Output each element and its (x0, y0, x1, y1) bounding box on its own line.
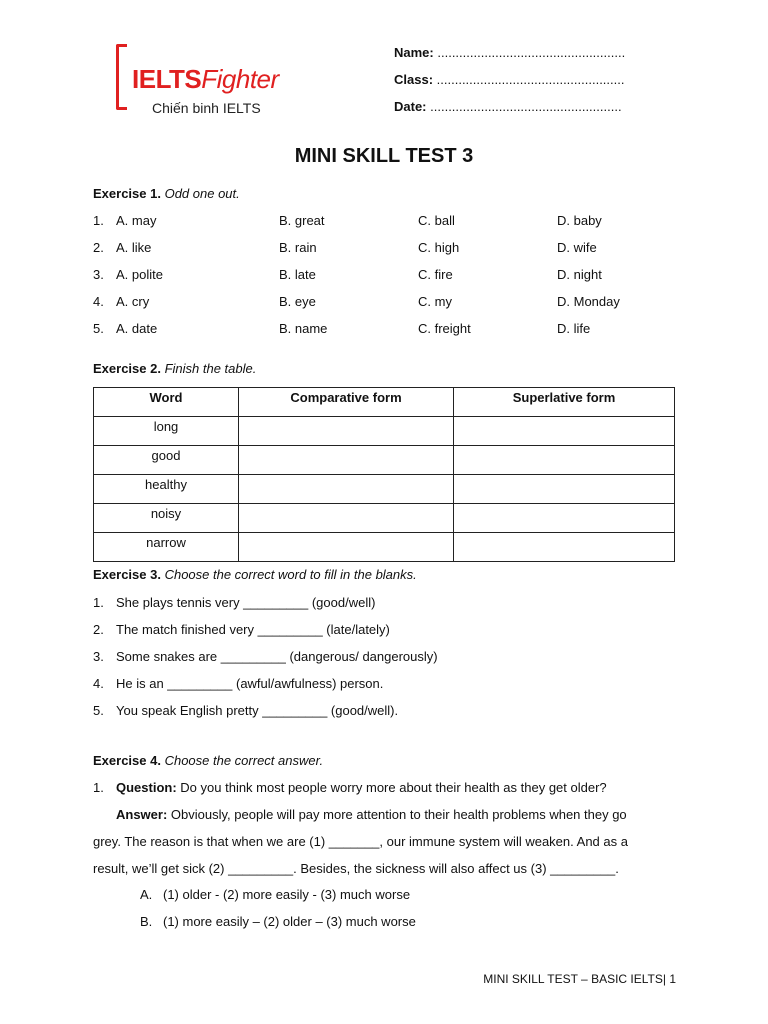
exercise-3-instruction: Choose the correct word to fill in the blanks. (164, 567, 417, 582)
exercise-1-heading (93, 186, 240, 201)
comparative-answer-cell[interactable] (239, 533, 454, 562)
table-row (94, 475, 675, 504)
question-number: 1. (93, 780, 104, 795)
ex1-item-number: 1. (93, 213, 104, 228)
class-label: Class: (394, 72, 434, 87)
ex3-item-text: Some snakes are _________ (dangerous/ dangerously) (116, 649, 438, 664)
question-label: Question: (116, 780, 177, 795)
comparative-answer-cell[interactable] (239, 475, 454, 504)
ex1-option-a: A. cry (116, 294, 150, 309)
ex3-item-number: 3. (93, 649, 104, 664)
ex3-item-number: 1. (93, 595, 104, 610)
page-title: MINI SKILL TEST 3 (294, 145, 474, 167)
comparative-answer-cell[interactable] (239, 417, 454, 446)
logo-wordmark (132, 64, 279, 95)
ex1-item-number: 5. (93, 321, 104, 336)
ex1-option-a: A. like (116, 240, 152, 255)
ielts-fighter-logo (112, 42, 302, 122)
ex1-option-c: C. ball (418, 213, 455, 228)
ex1-option-d: D. life (557, 321, 591, 336)
ex1-option-b: B. rain (279, 240, 317, 255)
exercise-2-instruction: Finish the table. (164, 361, 257, 376)
ex1-option-b: B. name (279, 321, 328, 336)
ex1-option-a: A. polite (116, 267, 163, 282)
exercise-1-instruction: Odd one out. (164, 186, 240, 201)
question-text: Do you think most people worry more about their health as they get older? (180, 780, 607, 795)
answer-line-1 (116, 807, 627, 822)
word-cell: long (94, 417, 239, 446)
name-field (394, 45, 625, 60)
ex3-item-number: 5. (93, 703, 104, 718)
exercise-3-heading (93, 567, 417, 582)
ex3-item-text: She plays tennis very _________ (good/well) (116, 595, 376, 610)
ex1-option-c: C. freight (418, 321, 471, 336)
option-a-letter: A. (140, 887, 153, 902)
ex1-option-a: A. date (116, 321, 158, 336)
ex3-item-number: 2. (93, 622, 104, 637)
word-cell: healthy (94, 475, 239, 504)
answer-text-1: Obviously, people will pay more attention to their health problems when they go (170, 807, 627, 822)
date-label: Date: (394, 99, 427, 114)
superlative-answer-cell[interactable] (454, 446, 675, 475)
superlative-answer-cell[interactable] (454, 533, 675, 562)
ex1-option-c: C. fire (418, 267, 453, 282)
logo-brand-main: IELTS (132, 64, 202, 94)
answer-label: Answer: (116, 807, 168, 822)
class-blank: .................................................... (436, 72, 625, 87)
table-row (94, 417, 675, 446)
exercise-4-instruction: Choose the correct answer. (164, 753, 324, 768)
class-field (394, 72, 624, 87)
ex1-option-b: B. late (279, 267, 316, 282)
word-cell: good (94, 446, 239, 475)
ex1-option-d: D. Monday (557, 294, 620, 309)
table-row (94, 504, 675, 533)
header-comparative: Comparative form (239, 388, 454, 417)
header-word: Word (94, 388, 239, 417)
ex1-option-b: B. eye (279, 294, 316, 309)
ex1-option-d: D. baby (557, 213, 602, 228)
exercise-3-label: Exercise 3. (93, 567, 161, 582)
superlative-answer-cell[interactable] (454, 475, 675, 504)
date-blank: ..................................................... (430, 99, 622, 114)
ex1-option-a: A. may (116, 213, 157, 228)
word-cell: narrow (94, 533, 239, 562)
page-footer: MINI SKILL TEST – BASIC IELTS| 1 (483, 972, 676, 986)
ex1-option-d: D. wife (557, 240, 597, 255)
ex1-option-c: C. my (418, 294, 452, 309)
option-b-letter: B. (140, 914, 153, 929)
ex1-option-c: C. high (418, 240, 460, 255)
table-header-row (94, 388, 675, 417)
answer-line-2: grey. The reason is that when we are (1) _______, our immune system will weaken. And as a (93, 834, 628, 849)
logo-tagline: Chiến binh IELTS (152, 100, 261, 116)
exercise-4-heading (93, 753, 323, 768)
exercise-2-label: Exercise 2. (93, 361, 161, 376)
ex3-item-text: He is an _________ (awful/awfulness) person. (116, 676, 384, 691)
superlative-answer-cell[interactable] (454, 417, 675, 446)
logo-bracket-mark (116, 44, 127, 110)
ex3-item-text: You speak English pretty _________ (good/well). (116, 703, 399, 718)
ex3-item-number: 4. (93, 676, 104, 691)
logo-brand-accent: Fighter (201, 64, 279, 94)
ex1-item-number: 4. (93, 294, 104, 309)
option-b-text: (1) more easily – (2) older – (3) much worse (163, 914, 416, 929)
table-row (94, 533, 675, 562)
exercise-1-label: Exercise 1. (93, 186, 161, 201)
table-row (94, 446, 675, 475)
comparative-answer-cell[interactable] (239, 446, 454, 475)
comparative-answer-cell[interactable] (239, 504, 454, 533)
exercise-2-heading (93, 361, 256, 376)
answer-line-3: result, we’ll get sick (2) _________. Besides, the sickness will also affect us (3) _________. (93, 861, 619, 876)
word-forms-table (93, 387, 675, 562)
header-superlative: Superlative form (454, 388, 675, 417)
date-field (394, 99, 622, 114)
name-label: Name: (394, 45, 434, 60)
name-blank: .................................................... (437, 45, 626, 60)
superlative-answer-cell[interactable] (454, 504, 675, 533)
word-cell: noisy (94, 504, 239, 533)
ex1-item-number: 2. (93, 240, 104, 255)
exercise-4-label: Exercise 4. (93, 753, 161, 768)
ex1-item-number: 3. (93, 267, 104, 282)
option-a-text: (1) older - (2) more easily - (3) much worse (163, 887, 411, 902)
ex1-option-d: D. night (557, 267, 602, 282)
question-line (116, 780, 607, 795)
ex1-option-b: B. great (279, 213, 325, 228)
ex3-item-text: The match finished very _________ (late/lately) (116, 622, 390, 637)
